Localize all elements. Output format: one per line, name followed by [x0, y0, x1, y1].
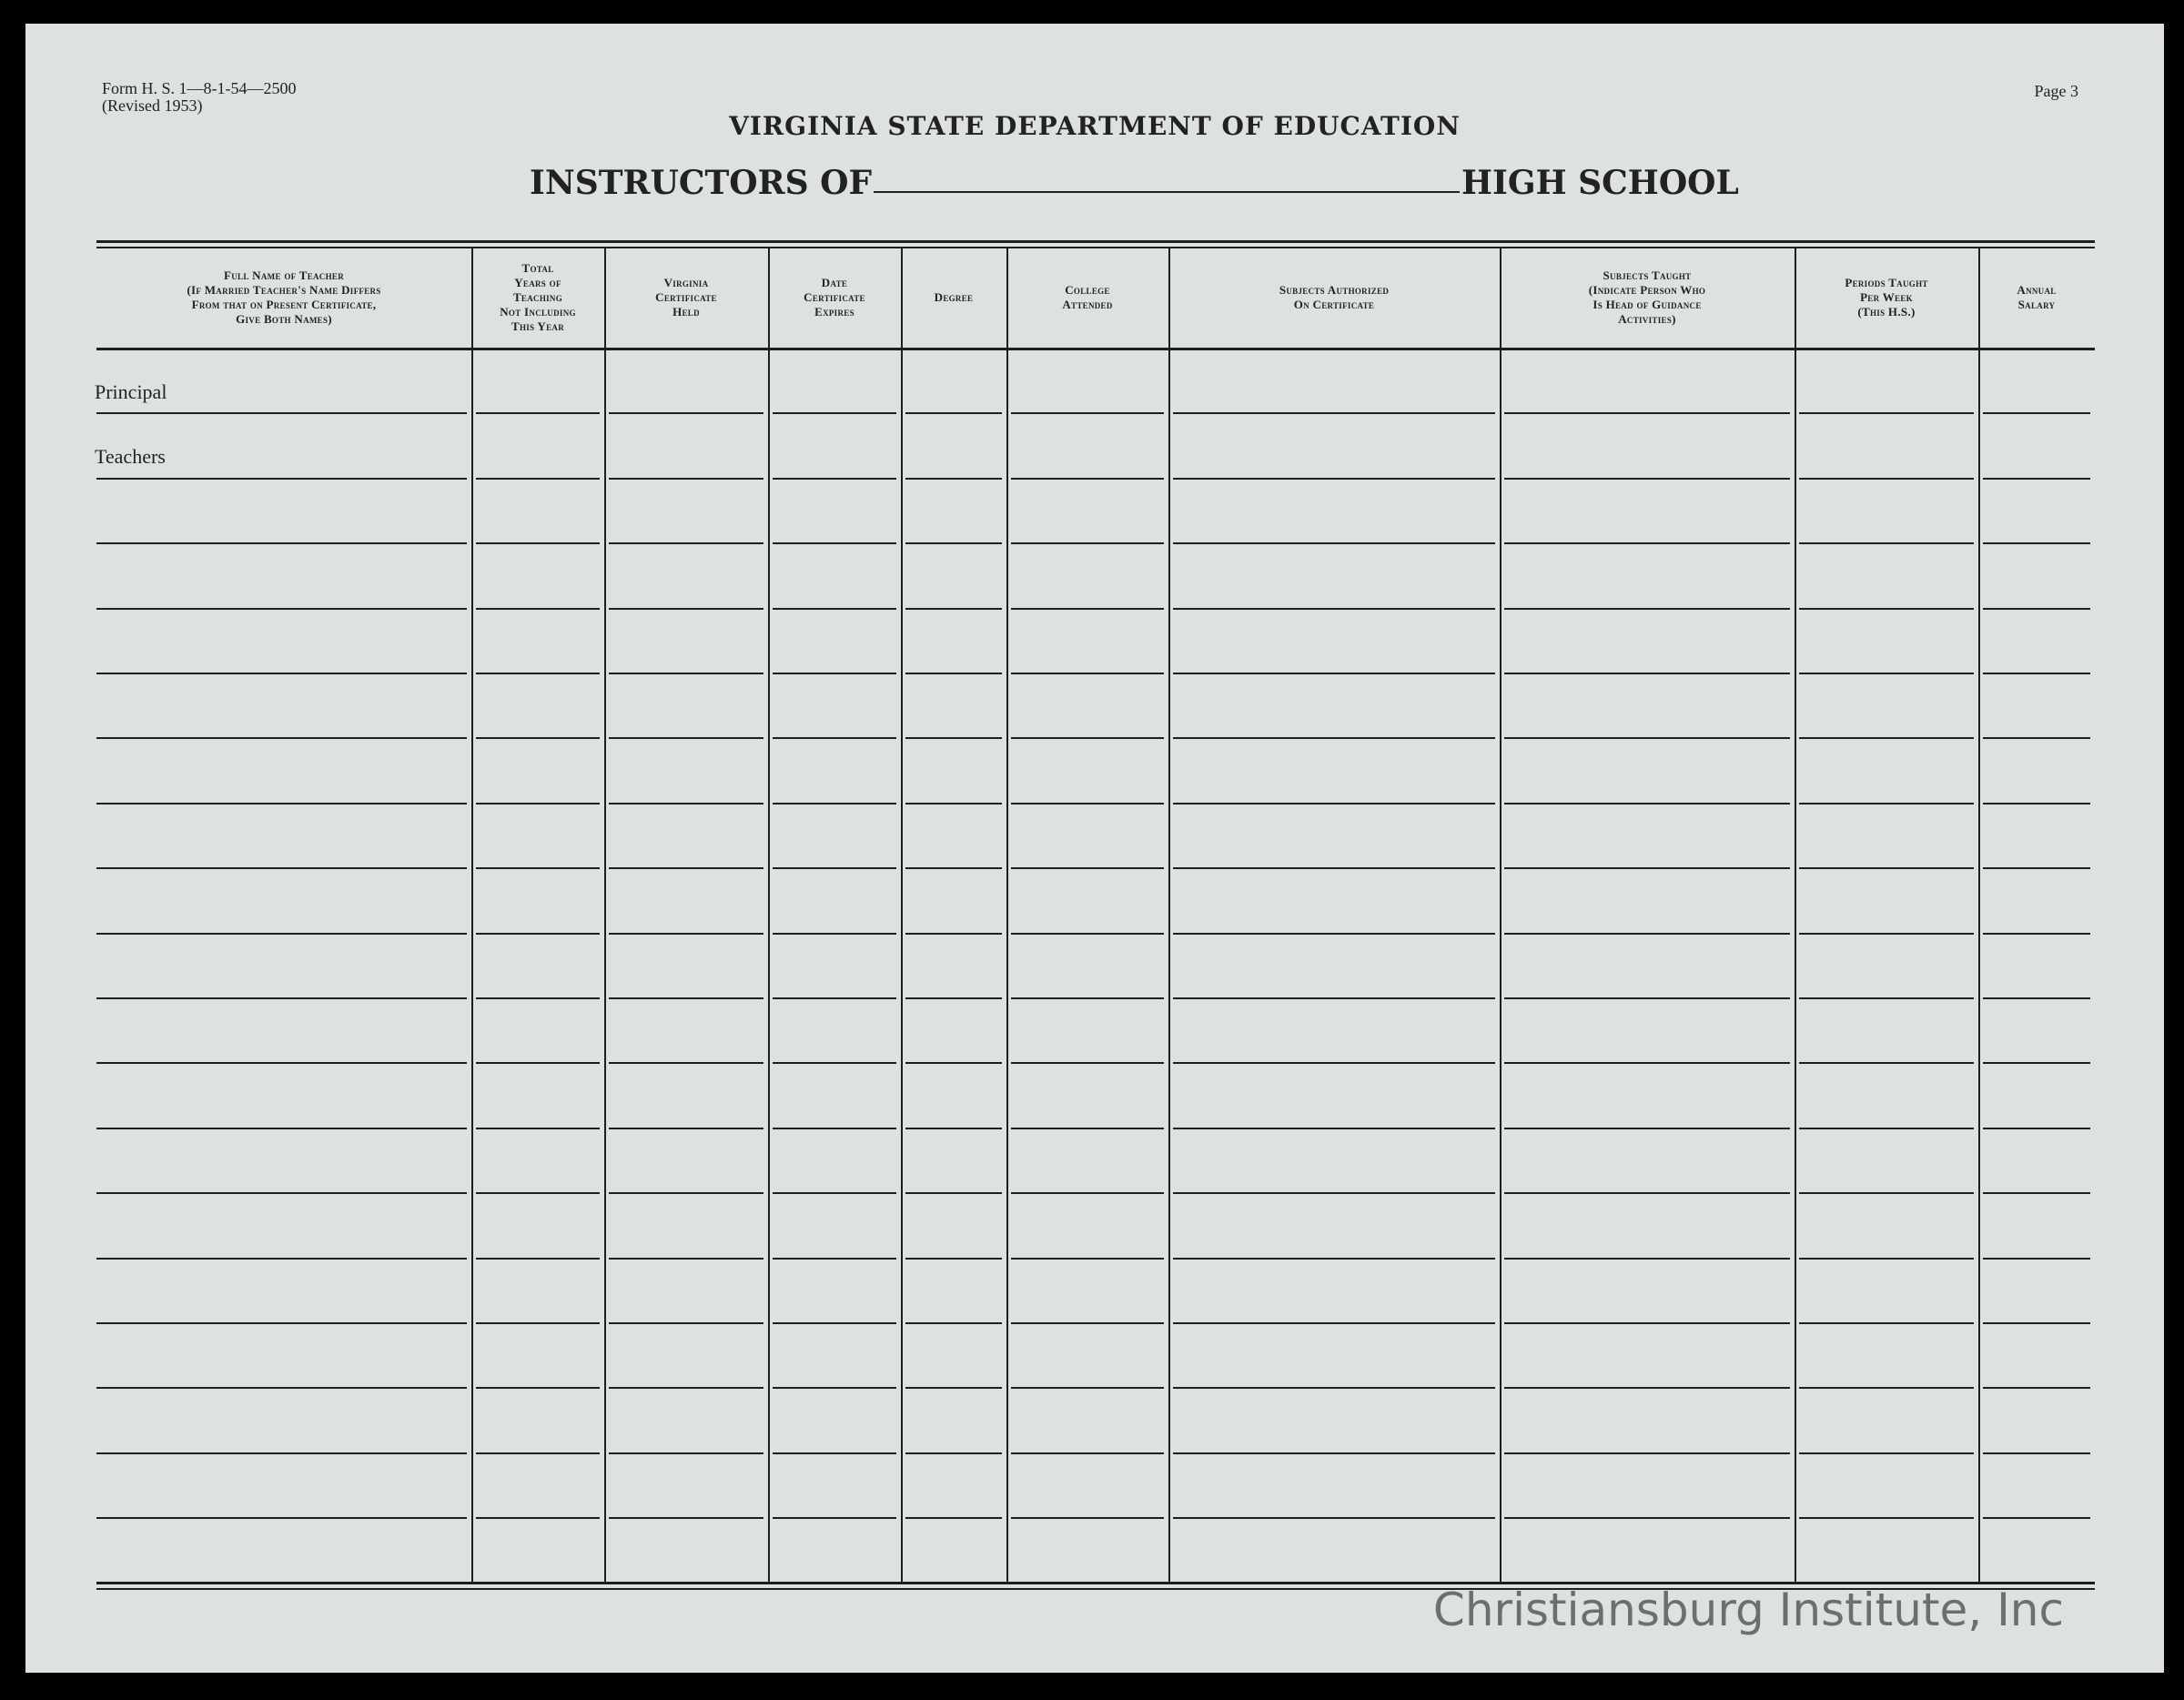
- row-cell-line[interactable]: [1173, 933, 1495, 935]
- row-cell-line[interactable]: [1983, 1387, 2090, 1389]
- instructors-title: [530, 164, 1739, 202]
- row-cell-line[interactable]: [1799, 1192, 1974, 1194]
- row-cell-line[interactable]: [1799, 933, 1974, 935]
- row-cell-line[interactable]: [1504, 1062, 1790, 1064]
- row-cell-line[interactable]: [773, 867, 896, 869]
- page-number: Page 3: [2034, 82, 2078, 100]
- row-cell-line[interactable]: [1799, 997, 1974, 999]
- row-cell-line[interactable]: [476, 1062, 600, 1064]
- col-header-college: [1010, 251, 1165, 344]
- row-cell-line[interactable]: [773, 478, 896, 480]
- row-cell-line[interactable]: [773, 542, 896, 544]
- row-cell-line[interactable]: [96, 867, 467, 869]
- row-cell-line[interactable]: [1799, 1387, 1974, 1389]
- row-cell-line[interactable]: [1173, 412, 1495, 414]
- form-id-line2: (Revised 1953): [102, 96, 203, 115]
- row-cell-line[interactable]: [476, 1452, 600, 1454]
- row-cell-line[interactable]: [905, 1387, 1002, 1389]
- row-cell-line[interactable]: [773, 1322, 896, 1324]
- row-cell-line[interactable]: [1173, 1322, 1495, 1324]
- row-cell-line[interactable]: [1011, 1452, 1164, 1454]
- row-cell-line[interactable]: [476, 1517, 600, 1519]
- form-id-line1: Form H. S. 1—8-1-54—2500: [102, 79, 297, 97]
- row-cell-line[interactable]: [905, 542, 1002, 544]
- column-divider: [1500, 248, 1502, 1582]
- row-cell-line[interactable]: [1173, 673, 1495, 674]
- col-header-line: Held: [672, 305, 700, 319]
- row-cell-line[interactable]: [905, 1517, 1002, 1519]
- col-header-line: College: [1065, 283, 1110, 297]
- row-cell-line[interactable]: [1799, 1128, 1974, 1129]
- row-cell-line[interactable]: [96, 1517, 467, 1519]
- row-cell-line[interactable]: [609, 1128, 763, 1129]
- row-cell-line[interactable]: [905, 737, 1002, 739]
- col-header-line: Years of: [514, 276, 561, 289]
- row-cell-line[interactable]: [96, 737, 467, 739]
- row-cell-line[interactable]: [905, 1452, 1002, 1454]
- row-cell-line[interactable]: [96, 1258, 467, 1260]
- row-cell-line[interactable]: [1983, 867, 2090, 869]
- col-header-line: Full Name of Teacher: [223, 268, 345, 282]
- row-cell-line[interactable]: [96, 803, 467, 804]
- row-cell-line[interactable]: [1173, 1062, 1495, 1064]
- row-cell-line[interactable]: [476, 1192, 600, 1194]
- row-cell-line[interactable]: [476, 412, 600, 414]
- row-cell-line[interactable]: [1504, 478, 1790, 480]
- row-cell-line[interactable]: [1173, 1517, 1495, 1519]
- watermark: Christiansburg Institute, Inc: [1432, 1584, 2064, 1636]
- col-header-line: Virginia: [663, 276, 709, 289]
- row-cell-line[interactable]: [1983, 542, 2090, 544]
- column-divider: [901, 248, 903, 1582]
- row-cell-line[interactable]: [773, 737, 896, 739]
- col-header-authorized: [1172, 251, 1496, 344]
- row-cell-line[interactable]: [773, 1452, 896, 1454]
- col-header-line: Give Both Names): [236, 312, 332, 326]
- row-cell-line[interactable]: [905, 933, 1002, 935]
- col-header-line: Per Week: [1860, 290, 1913, 304]
- row-cell-line[interactable]: [1011, 1517, 1164, 1519]
- row-cell-line[interactable]: [96, 1192, 467, 1194]
- row-cell-line[interactable]: [1173, 608, 1495, 610]
- form-id: [102, 80, 297, 115]
- column-divider: [471, 248, 473, 1582]
- row-cell-line[interactable]: [476, 1258, 600, 1260]
- row-cell-line[interactable]: [905, 1062, 1002, 1064]
- row-cell-line[interactable]: [476, 737, 600, 739]
- row-cell-line[interactable]: [476, 1322, 600, 1324]
- row-cell-line[interactable]: [905, 997, 1002, 999]
- row-cell-line[interactable]: [1504, 608, 1790, 610]
- row-cell-line[interactable]: [476, 608, 600, 610]
- row-cell-line[interactable]: [1983, 1062, 2090, 1064]
- row-cell-line[interactable]: [1011, 608, 1164, 610]
- row-cell-line[interactable]: [1011, 1062, 1164, 1064]
- row-cell-line[interactable]: [1011, 542, 1164, 544]
- row-cell-line[interactable]: [773, 1258, 896, 1260]
- row-cell-line[interactable]: [609, 737, 763, 739]
- row-cell-line[interactable]: [1983, 933, 2090, 935]
- row-cell-line[interactable]: [609, 1062, 763, 1064]
- row-cell-line[interactable]: [773, 1517, 896, 1519]
- row-cell-line[interactable]: [1011, 1387, 1164, 1389]
- col-header-line: Subjects Taught: [1603, 268, 1692, 282]
- col-header-line: Subjects Authorized: [1279, 283, 1390, 297]
- row-cell-line[interactable]: [1504, 1258, 1790, 1260]
- row-cell-line[interactable]: [96, 608, 467, 610]
- row-cell-line[interactable]: [905, 867, 1002, 869]
- row-cell-line[interactable]: [476, 933, 600, 935]
- department-title: VIRGINIA STATE DEPARTMENT OF EDUCATION: [729, 111, 1461, 141]
- col-header-line: (If Married Teacher's Name Differs: [187, 283, 381, 297]
- row-cell-line[interactable]: [1173, 478, 1495, 480]
- row-cell-line[interactable]: [476, 867, 600, 869]
- row-cell-line[interactable]: [773, 1387, 896, 1389]
- row-cell-line[interactable]: [1983, 1128, 2090, 1129]
- row-cell-line[interactable]: [1799, 478, 1974, 480]
- row-cell-line[interactable]: [609, 478, 763, 480]
- col-header-line: Activities): [1618, 312, 1676, 326]
- row-cell-line[interactable]: [1504, 673, 1790, 674]
- row-cell-line[interactable]: [1983, 803, 2090, 804]
- row-cell-line[interactable]: [1504, 867, 1790, 869]
- row-cell-line[interactable]: [905, 1128, 1002, 1129]
- col-header-line: Attended: [1062, 298, 1113, 311]
- row-cell-line[interactable]: [609, 542, 763, 544]
- row-cell-line[interactable]: [1799, 737, 1974, 739]
- row-cell-line[interactable]: [96, 478, 467, 480]
- row-cell-line[interactable]: [1173, 1452, 1495, 1454]
- row-cell-line[interactable]: [96, 1387, 467, 1389]
- col-header-salary: [1982, 251, 2091, 344]
- col-header-expires: [772, 251, 897, 344]
- col-header-line: Certificate: [804, 290, 865, 304]
- row-cell-line[interactable]: [905, 412, 1002, 414]
- row-cell-line[interactable]: [96, 412, 467, 414]
- row-cell-line[interactable]: [773, 412, 896, 414]
- row-cell-line[interactable]: [1504, 542, 1790, 544]
- row-cell-line[interactable]: [1799, 1062, 1974, 1064]
- row-cell-line[interactable]: [1173, 1192, 1495, 1194]
- row-cell-line[interactable]: [1799, 608, 1974, 610]
- row-cell-line[interactable]: [609, 1517, 763, 1519]
- row-cell-line[interactable]: [1011, 412, 1164, 414]
- row-cell-line[interactable]: [905, 478, 1002, 480]
- row-cell-line[interactable]: [1173, 867, 1495, 869]
- row-cell-line[interactable]: [1011, 1128, 1164, 1129]
- row-cell-line[interactable]: [96, 673, 467, 674]
- row-cell-line[interactable]: [1173, 803, 1495, 804]
- row-cell-line[interactable]: [1173, 1387, 1495, 1389]
- row-cell-line[interactable]: [1504, 737, 1790, 739]
- column-divider: [768, 248, 770, 1582]
- row-cell-line[interactable]: [1799, 673, 1974, 674]
- row-cell-line[interactable]: [1504, 412, 1790, 414]
- row-cell-line[interactable]: [1173, 542, 1495, 544]
- col-header-line: Annual: [2017, 283, 2057, 297]
- col-header-line: (Indicate Person Who: [1588, 283, 1706, 297]
- row-cell-line[interactable]: [1504, 1128, 1790, 1129]
- row-label-teachers: Teachers: [95, 445, 166, 469]
- row-cell-line[interactable]: [1983, 412, 2090, 414]
- row-cell-line[interactable]: [773, 673, 896, 674]
- row-cell-line[interactable]: [1799, 1322, 1974, 1324]
- column-divider: [1006, 248, 1008, 1582]
- row-cell-line[interactable]: [1011, 673, 1164, 674]
- row-cell-line[interactable]: [1983, 1322, 2090, 1324]
- row-cell-line[interactable]: [476, 542, 600, 544]
- col-header-line: Not Including: [500, 305, 576, 319]
- row-cell-line[interactable]: [1983, 608, 2090, 610]
- row-cell-line[interactable]: [773, 1062, 896, 1064]
- row-cell-line[interactable]: [609, 608, 763, 610]
- row-cell-line[interactable]: [1504, 1192, 1790, 1194]
- row-cell-line[interactable]: [1799, 803, 1974, 804]
- row-cell-line[interactable]: [609, 412, 763, 414]
- row-cell-line[interactable]: [773, 1128, 896, 1129]
- row-cell-line[interactable]: [96, 1322, 467, 1324]
- row-cell-line[interactable]: [609, 803, 763, 804]
- row-cell-line[interactable]: [609, 997, 763, 999]
- column-divider: [604, 248, 606, 1582]
- row-cell-line[interactable]: [609, 673, 763, 674]
- row-cell-line[interactable]: [1011, 737, 1164, 739]
- row-cell-line[interactable]: [905, 803, 1002, 804]
- row-cell-line[interactable]: [1983, 1258, 2090, 1260]
- row-cell-line[interactable]: [609, 1452, 763, 1454]
- row-cell-line[interactable]: [1173, 1258, 1495, 1260]
- row-cell-line[interactable]: [96, 1128, 467, 1129]
- col-header-line: Is Head of Guidance: [1592, 298, 1702, 311]
- row-cell-line[interactable]: [905, 1258, 1002, 1260]
- row-cell-line[interactable]: [1983, 478, 2090, 480]
- row-cell-line[interactable]: [476, 1387, 600, 1389]
- row-cell-line[interactable]: [1983, 673, 2090, 674]
- col-header-line: This Year: [511, 319, 565, 333]
- row-cell-line[interactable]: [1983, 1192, 2090, 1194]
- col-header-line: Total: [521, 261, 554, 275]
- col-header-taught: [1503, 251, 1791, 344]
- row-cell-line[interactable]: [476, 478, 600, 480]
- row-cell-line[interactable]: [1011, 1258, 1164, 1260]
- column-divider: [1978, 248, 1980, 1582]
- row-cell-line[interactable]: [609, 933, 763, 935]
- row-cell-line[interactable]: [1983, 1517, 2090, 1519]
- row-cell-line[interactable]: [1011, 997, 1164, 999]
- row-cell-line[interactable]: [905, 673, 1002, 674]
- row-cell-line[interactable]: [1799, 412, 1974, 414]
- row-cell-line[interactable]: [476, 997, 600, 999]
- row-cell-line[interactable]: [1983, 997, 2090, 999]
- row-cell-line[interactable]: [1983, 1452, 2090, 1454]
- row-cell-line[interactable]: [476, 1128, 600, 1129]
- col-header-degree: [905, 251, 1003, 344]
- row-cell-line[interactable]: [476, 673, 600, 674]
- row-cell-line[interactable]: [1504, 803, 1790, 804]
- row-cell-line[interactable]: [1799, 867, 1974, 869]
- col-header-years: [475, 251, 601, 344]
- col-header-line: On Certificate: [1293, 298, 1375, 311]
- row-cell-line[interactable]: [1504, 1322, 1790, 1324]
- row-cell-line[interactable]: [1173, 1128, 1495, 1129]
- row-cell-line[interactable]: [476, 803, 600, 804]
- form-page: [25, 24, 2164, 1673]
- row-cell-line[interactable]: [609, 1387, 763, 1389]
- row-cell-line[interactable]: [905, 1322, 1002, 1324]
- col-header-cert: [608, 251, 764, 344]
- row-cell-line[interactable]: [1011, 803, 1164, 804]
- row-cell-line[interactable]: [1799, 1258, 1974, 1260]
- col-header-periods: [1798, 251, 1975, 344]
- row-cell-line[interactable]: [1011, 1192, 1164, 1194]
- row-cell-line[interactable]: [773, 608, 896, 610]
- col-header-line: Date: [821, 276, 848, 289]
- title-left: INSTRUCTORS OF: [530, 164, 873, 202]
- col-header-line: Periods Taught: [1845, 276, 1928, 289]
- row-cell-line[interactable]: [609, 1322, 763, 1324]
- column-divider: [1795, 248, 1796, 1582]
- row-cell-line[interactable]: [1504, 1517, 1790, 1519]
- row-cell-line[interactable]: [609, 1258, 763, 1260]
- col-header-line: Salary: [2017, 298, 2056, 311]
- col-header-line: Expires: [814, 305, 854, 319]
- column-divider: [1168, 248, 1170, 1582]
- row-cell-line[interactable]: [1983, 737, 2090, 739]
- col-header-line: From that on Present Certificate,: [191, 298, 377, 311]
- row-cell-line[interactable]: [1799, 1452, 1974, 1454]
- row-cell-line[interactable]: [96, 997, 467, 999]
- row-cell-line[interactable]: [96, 542, 467, 544]
- row-cell-line[interactable]: [1504, 1452, 1790, 1454]
- row-cell-line[interactable]: [609, 867, 763, 869]
- row-cell-line[interactable]: [1504, 997, 1790, 999]
- row-cell-line[interactable]: [1799, 542, 1974, 544]
- row-cell-line[interactable]: [773, 1192, 896, 1194]
- row-cell-line[interactable]: [1011, 933, 1164, 935]
- row-label-principal: Principal: [95, 380, 167, 403]
- row-cell-line[interactable]: [1504, 933, 1790, 935]
- row-cell-line[interactable]: [1504, 1387, 1790, 1389]
- row-cell-line[interactable]: [1173, 997, 1495, 999]
- row-cell-line[interactable]: [1011, 867, 1164, 869]
- row-cell-line[interactable]: [773, 997, 896, 999]
- row-cell-line[interactable]: [1011, 478, 1164, 480]
- row-cell-line[interactable]: [905, 608, 1002, 610]
- row-cell-line[interactable]: [609, 1192, 763, 1194]
- row-cell-line[interactable]: [1011, 1322, 1164, 1324]
- col-header-line: Certificate: [655, 290, 717, 304]
- col-header-line: (This H.S.): [1857, 305, 1916, 319]
- row-cell-line[interactable]: [773, 933, 896, 935]
- col-header-name: [100, 251, 468, 344]
- top-rule: [96, 240, 2095, 243]
- row-cell-line[interactable]: [1799, 1517, 1974, 1519]
- row-cell-line[interactable]: [1173, 737, 1495, 739]
- row-cell-line[interactable]: [96, 1452, 467, 1454]
- row-cell-line[interactable]: [905, 1192, 1002, 1194]
- school-name-blank[interactable]: [874, 191, 1460, 193]
- col-header-line: Teaching: [512, 290, 563, 304]
- col-header-line: Degree: [934, 290, 974, 304]
- title-right: HIGH SCHOOL: [1461, 164, 1739, 202]
- row-cell-line[interactable]: [96, 1062, 467, 1064]
- row-cell-line[interactable]: [96, 933, 467, 935]
- row-cell-line[interactable]: [773, 803, 896, 804]
